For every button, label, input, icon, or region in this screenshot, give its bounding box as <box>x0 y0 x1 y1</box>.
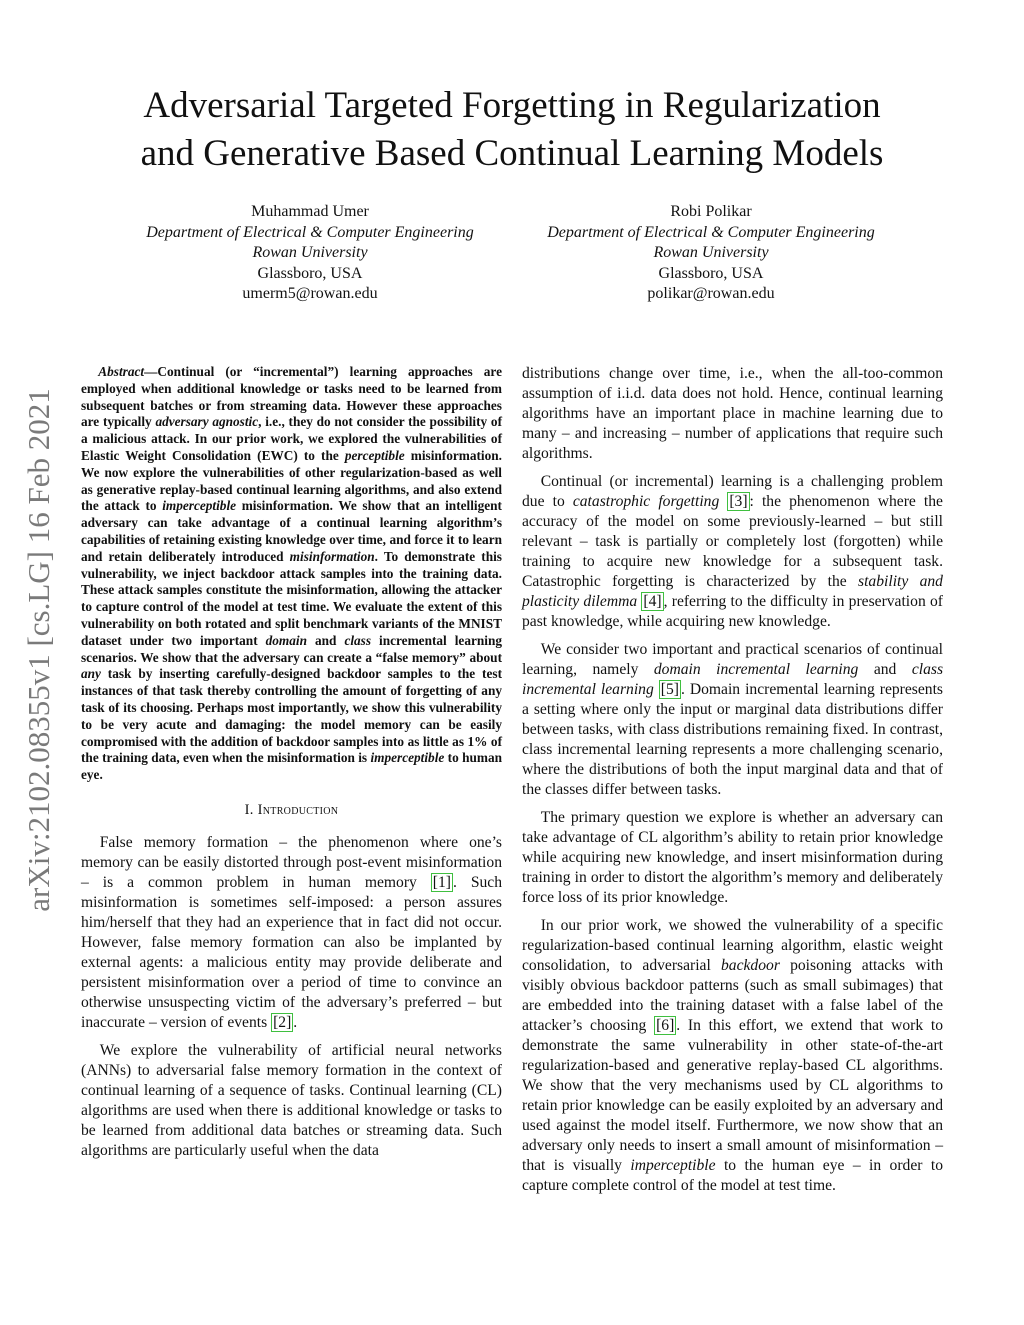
citation-link[interactable]: [3] <box>729 493 748 510</box>
author-location: Glassboro, USA <box>257 264 363 282</box>
body-paragraph: In our prior work, we showed the vulnerability of a specific regularization-based continual learning algorithm, elastic weight consolidation, to adversarial backdoor poisoning attacks with visibly obvious backdoor patterns (such as small subimages) that are embedded into the training dataset with a false label of the attacker’s choosing [6] . In this effort, we extend that work to demonstrate the same vulnerability in other state-of-the-art regularization-based and generative replay-based CL algorithms. We show that the very mechanisms used by CL algorithms to retain prior knowledge can be easily exploited by an adversary and used against the model itself. Furthermore, we now show that an adversary only needs to insert a small amount of misinformation – that is visually imperceptible to the human eye – in order to capture complete control of the model at test time. <box>522 917 943 1194</box>
paper-title <box>80 82 944 178</box>
arxiv-watermark <box>14 355 64 945</box>
author-name: Muhammad Umer <box>251 203 369 220</box>
left-column <box>81 364 502 1169</box>
body-paragraph: False memory formation – the phenomenon where one’s memory can be easily distorted through post-event misinformation – is a common problem in human memory [1] . Such misinformation is sometimes self-imposed: a person assures him/herself that they had an experience that in fact did not occur. However, false memory formation can also be implanted by external agents: a malicious entity may provide deliberate and persistent misinformation over a period of time to convince an otherwise unsuspecting victim of the adversary’s preferred – but inaccurate – version of events [2] . <box>81 833 503 1031</box>
author-block-1 <box>120 202 500 305</box>
title-line-1: Adversarial Targeted Forgetting in Regularization <box>143 85 881 126</box>
body-paragraph: distributions change over time, i.e., when the all-too-common assumption of i.i.d. data does not hold. Hence, continual learning algorithms have an important place in machine learning due to many – and increasing – number of applications that require such algorithms. <box>522 365 943 462</box>
author-email[interactable]: umerm5@rowan.edu <box>242 285 378 302</box>
citation-link[interactable]: [2] <box>273 1013 292 1031</box>
author-department: Department of Electrical & Computer Engineering <box>146 223 474 241</box>
author-email[interactable]: polikar@rowan.edu <box>647 285 775 302</box>
body-paragraph: We explore the vulnerability of artificial neural networks (ANNs) to adversarial false memory formation in the context of continual learning of a sequence of tasks. Continual learning (CL) algorithms are used when there is additional knowledge or tasks to be learned from additional data batches or streaming data. Such algorithms are particularly useful when the data <box>81 1041 502 1159</box>
author-block-2 <box>521 202 901 305</box>
abstract: Abstract—Continual (or “incremental”) learning approaches are employed when additional knowledge or tasks need to be learned from subsequent batches or from streaming data. However these approaches are typically adversary agnostic, i.e., they do not consider the possibility of a malicious attack. In our prior work, we explored the vulnerabilities of Elastic Weight Consolidation (EWC) to the perceptible misinformation. We now explore the vulnerabilities of other regularization-based as well as generative replay-based continual learning algorithms, and also extend the attack to imperceptible misinformation. We show that an intelligent adversary can take advantage of a continual learning algorithm’s capabilities of retaining existing knowledge over time, and force it to learn and retain deliberately introduced misinformation. To demonstrate this vulnerability, we inject backdoor attack samples into the training data. These attack samples constitute the misinformation, allowing the attacker to capture control of the model at test time. We evaluate the extent of this vulnerability on both rotated and split benchmark variants of the MNIST dataset under two important domain and class incremental learning scenarios. We show that the adversary can create a “false memory” about any task by inserting carefully-designed backdoor samples to the test instances of that task thereby controlling the amount of forgetting of any task of its choosing. Perhaps most importantly, we show this vulnerability to be very acute and damaging: the model memory can be easily compromised with the addition of backdoor samples into as little as 1% of the training data, even when the misinformation is imperceptible to human eye. <box>81 364 502 783</box>
right-column <box>522 364 943 1204</box>
author-name: Robi Polikar <box>670 203 752 220</box>
abstract-label: Abstract <box>98 364 145 379</box>
body-paragraph: Continual (or incremental) learning is a challenging problem due to catastrophic forgetting [3] : the phenomenon where the accuracy of the model on some previously-learned – but still relevant – task is partially or completely lost (forgotten) while training to acquire new knowledge for a subsequent task. Catastrophic forgetting is characterized by the stability and plasticity dilemma [4] , referring to the difficulty in preservation of past knowledge, while acquiring new knowledge. <box>522 473 943 630</box>
author-location: Glassboro, USA <box>658 264 764 282</box>
citation-link[interactable]: [1] <box>432 873 451 891</box>
section-heading-introduction: I. Introduction <box>244 801 339 818</box>
author-university: Rowan University <box>653 244 769 261</box>
title-line-2: and Generative Based Continual Learning Models <box>140 133 884 174</box>
citation-link[interactable]: [5] <box>660 681 679 698</box>
citation-link[interactable]: [4] <box>643 593 662 610</box>
body-paragraph: The primary question we explore is whether an adversary can take advantage of CL algorithm’s ability to retain prior knowledge while acquiring new knowledge, and insert misinformation during training in order to distort the algorithm’s memory and deliberately force loss of its prior knowledge. <box>522 809 943 906</box>
arxiv-id: arXiv:2102.08355v1 [cs.LG] 16 Feb 2021 <box>21 388 56 912</box>
citation-link[interactable]: [6] <box>656 1017 675 1034</box>
author-university: Rowan University <box>252 244 368 261</box>
body-paragraph: We consider two important and practical scenarios of continual learning, namely domain incremental learning and class incremental learning [5] . Domain incremental learning represents a setting where only the input or marginal data distributions differ between tasks, with class distributions remaining fixed. In contrast, class incremental learning represents a more challenging scenario, where the distributions of both the input marginal data and that of the classes differ between tasks. <box>522 641 944 798</box>
author-department: Department of Electrical & Computer Engineering <box>547 223 875 241</box>
